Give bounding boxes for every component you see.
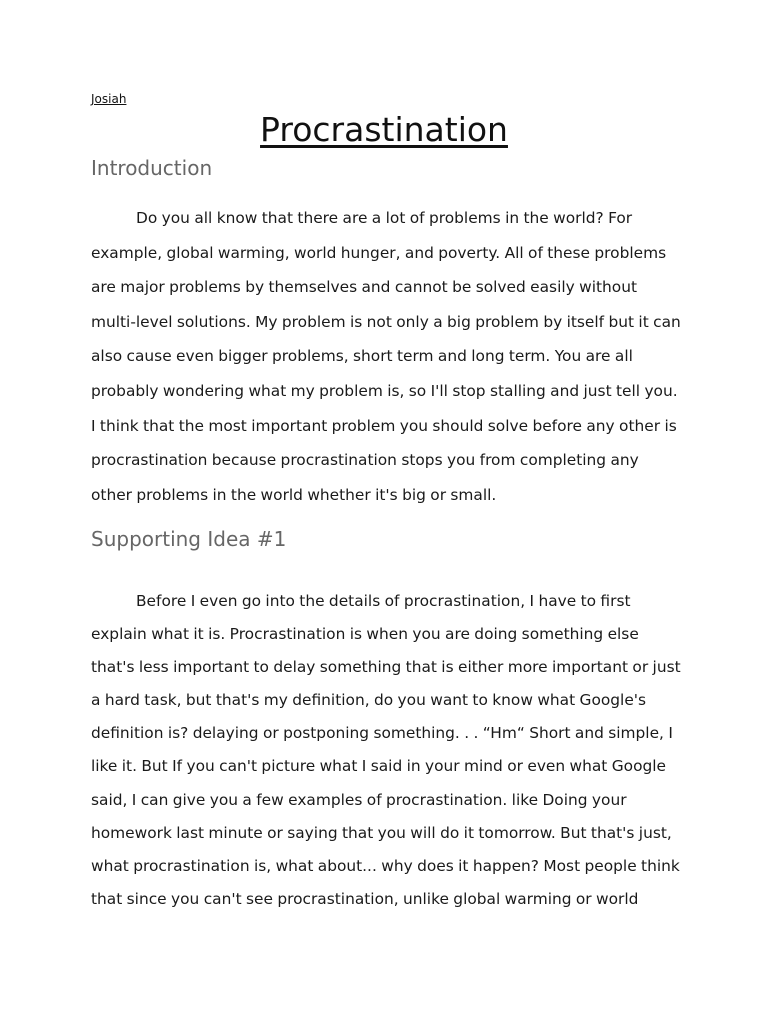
section-heading-supporting-idea-1: Supporting Idea #1 bbox=[91, 527, 287, 551]
section-paragraph-introduction: Do you all know that there are a lot of problems in the world? For example, global warming, world hunger, and poverty. All of these problems are major problems by themselves and cannot be solved easily without multi-level solutions. My problem is not only a big problem by itself but it can also cause even bigger problems, short term and long term. You are all probably wondering what my problem is, so I'll stop stalling and just tell you. I think that the most important problem you should solve before any other is procrastination because procrastination stops you from completing any other problems in the world whether it's big or small. bbox=[91, 209, 681, 504]
section-paragraph-supporting-idea-1: Before I even go into the details of procrastination, I have to first explain what it is. Procrastination is when you are doing something else that's less important to delay something that is either more important or just a hard task, but that's my definition, do you want to know what Google's definition is? delaying or postponing something. . . “Hm“ Short and simple, I like it. But If you can't picture what I said in your mind or even what Google said, I can give you a few examples of procrastination. like Doing your homework last minute or saying that you will do it tomorrow. But that's just, what procrastination is, what about... why does it happen? Most people think that since you can't see procrastination, unlike global warming or world bbox=[91, 592, 681, 908]
section-heading-introduction: Introduction bbox=[91, 156, 213, 180]
document-title: Procrastination bbox=[260, 110, 508, 149]
author-name: Josiah bbox=[91, 92, 127, 106]
